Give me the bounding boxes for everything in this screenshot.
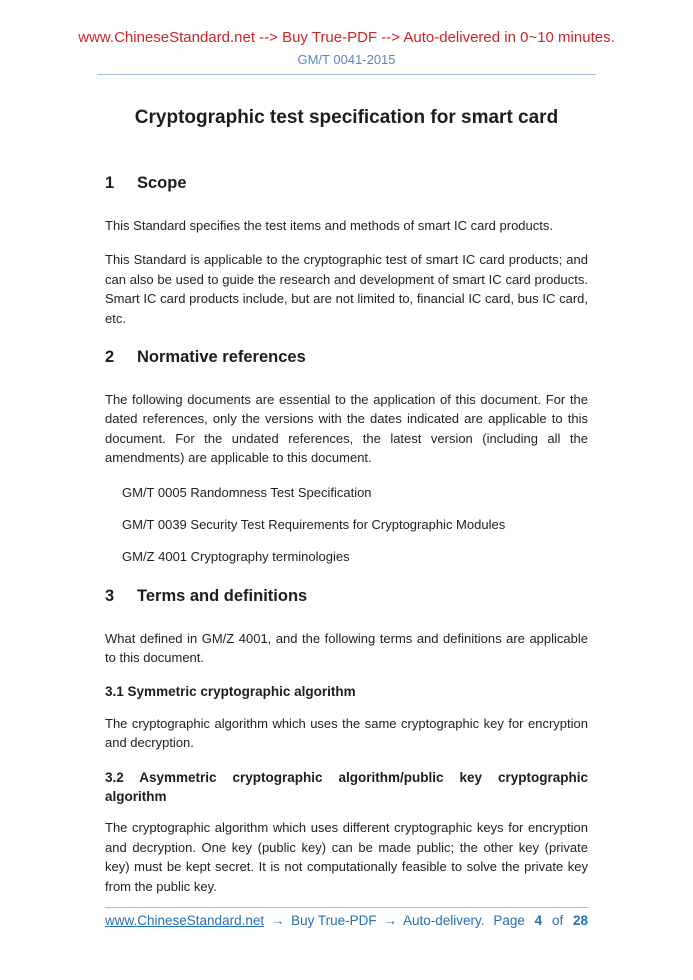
page-label: Page	[493, 913, 525, 928]
section-title: Scope	[137, 174, 187, 193]
arrow-right-icon: →	[270, 913, 285, 928]
page-indicator	[493, 913, 588, 929]
footer-buy-text: Buy True-PDF	[291, 913, 377, 928]
subsection-number: 3.1	[105, 684, 124, 700]
reference-item: GM/Z 4001 Cryptography terminologies	[122, 549, 350, 565]
section-number: 1	[105, 174, 115, 193]
subsection-heading-symmetric	[105, 682, 588, 701]
subsection-title: Asymmetric cryptographic algorithm/public key cryptographic algorithm	[105, 769, 589, 804]
section-title: Terms and definitions	[137, 586, 308, 605]
document-title: Cryptographic test specification for smart card	[134, 107, 559, 129]
section-heading-terms-definitions	[105, 587, 588, 607]
paragraph: What defined in GM/Z 4001, and the following terms and definitions are applicable to this document.	[105, 630, 588, 665]
of-label: of	[551, 913, 564, 928]
section-heading-scope	[105, 174, 588, 194]
paragraph: This Standard is applicable to the cryptographic test of smart IC card products; and can also be used to guide the research and development of smart IC card products. Smart IC card products include, but are not limited to, financial IC card, bus IC card, etc.	[105, 252, 588, 326]
reference-item: GM/T 0005 Randomness Test Specification	[122, 484, 372, 500]
section-number: 3	[105, 586, 115, 605]
paragraph: The following documents are essential to the application of this document. For the dated references, only the versions with the dates indicated are applicable to this document. For the undated references, the latest version (including all the amendments) are applicable to this document.	[105, 391, 588, 466]
section-number: 2	[105, 348, 115, 367]
footer-site-link[interactable]: www.ChineseStandard.net	[105, 913, 265, 928]
document-body	[0, 108, 693, 896]
header-divider	[97, 74, 596, 75]
total-pages: 28	[572, 913, 588, 928]
page-footer	[105, 907, 588, 929]
paragraph: The cryptographic algorithm which uses the same cryptographic key for encryption and decryption.	[105, 715, 588, 751]
section-title: Normative references	[137, 348, 306, 367]
footer-delivery-text: Auto-delivery.	[402, 913, 485, 928]
arrow-right-icon: →	[383, 913, 397, 928]
subsection-title: Symmetric cryptographic algorithm	[127, 684, 356, 700]
standard-number: GM/T 0041-2015	[297, 51, 396, 67]
section-heading-normative-references	[105, 348, 588, 368]
footer-promo	[105, 913, 484, 929]
promo-banner-link[interactable]: www.ChineseStandard.net --> Buy True-PDF --> Auto-delivered in 0~10 minutes.	[78, 29, 615, 46]
page-number: 4	[534, 913, 543, 928]
paragraph: This Standard specifies the test items and methods of smart IC card products.	[105, 218, 553, 234]
subsection-heading-asymmetric	[105, 768, 588, 807]
reference-item: GM/T 0039 Security Test Requirements for Cryptographic Modules	[122, 516, 506, 532]
subsection-number: 3.2	[105, 769, 124, 785]
paragraph: The cryptographic algorithm which uses different cryptographic keys for encryption and decryption. One key (public key) can be made public; the other key (private key) must be kept secret. It is not computationally feasible to solve the private key from the public key.	[105, 820, 588, 894]
